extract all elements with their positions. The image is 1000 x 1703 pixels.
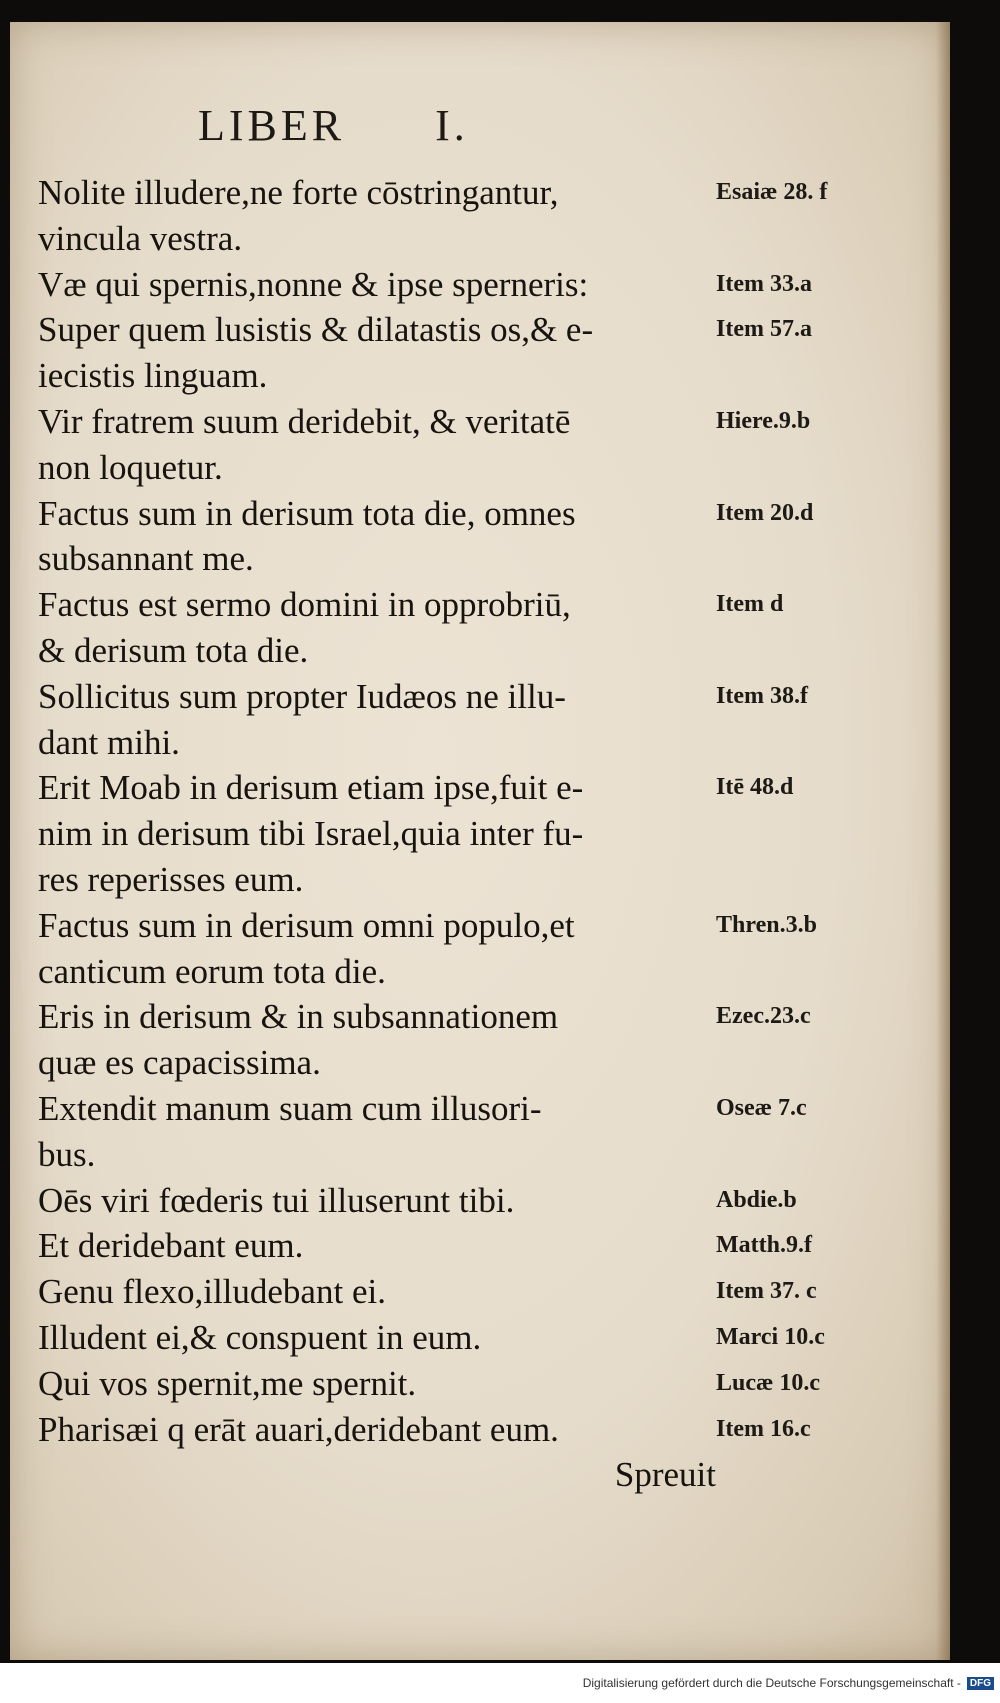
- marginal-reference: Hiere.9.b: [716, 408, 811, 434]
- page-edge-shadow: [936, 22, 950, 1660]
- text-line: Qui vos spernit,me spernit.: [38, 1363, 417, 1403]
- marginal-reference: Item 33.a: [716, 270, 812, 297]
- marginal-reference: Oseæ 7.c: [716, 1095, 807, 1121]
- text-line: subsannant me.: [38, 539, 254, 579]
- text-line: nim in derisum tibi Israel,quia inter fu-: [38, 814, 584, 854]
- text-line: Oēs viri fœderis tui illuserunt tibi.: [38, 1180, 515, 1220]
- text-line: Factus sum in derisum tota die, omnes: [38, 493, 576, 533]
- main-text: [38, 170, 718, 1498]
- text-line: iecistis linguam.: [38, 356, 268, 396]
- running-header-title: LIBER: [198, 101, 346, 150]
- marginal-reference: Item 37. c: [716, 1278, 817, 1305]
- text-line: Nolite illudere,ne forte cōstringantur,: [38, 173, 559, 212]
- footer-credit: Digitalisierung gefördert durch die Deutsche Forschungsgemeinschaft -: [582, 1676, 961, 1690]
- text-line: Genu flexo,illudebant ei.: [38, 1272, 386, 1312]
- text-line: Super quem lusistis & dilatastis os,& e-: [38, 310, 594, 350]
- marginal-reference: Esaiæ 28. f: [716, 179, 828, 205]
- text-line: Et deridebant eum.: [38, 1226, 304, 1266]
- marginal-reference: Abdie.b: [716, 1186, 797, 1213]
- text-line: quæ es capacissima.: [38, 1043, 321, 1083]
- text-line: Factus sum in derisum omni populo,et: [38, 905, 575, 945]
- text-line: res reperisses eum.: [38, 859, 304, 899]
- text-line: Vir fratrem suum deridebit, & veritatē: [38, 401, 571, 441]
- text-line: Illudent ei,& conspuent in eum.: [38, 1317, 482, 1357]
- footer-bar: [0, 1663, 1000, 1703]
- text-line: Factus est sermo domini in opprobriū,: [38, 585, 571, 625]
- text-line: non loquetur.: [38, 447, 223, 487]
- marginal-reference: Ezec.23.c: [716, 1003, 811, 1030]
- text-line: dant mihi.: [38, 722, 180, 762]
- book-page: [10, 22, 950, 1660]
- running-header-book-number: I.: [435, 101, 469, 150]
- text-line: Erit Moab in derisum etiam ipse,fuit e-: [38, 768, 584, 808]
- marginal-reference: Marci 10.c: [716, 1324, 825, 1350]
- catchword: Spreuit: [614, 1455, 716, 1495]
- marginal-reference: Lucæ 10.c: [716, 1369, 820, 1396]
- marginal-reference: Item 57.a: [716, 316, 812, 343]
- text-line: Extendit manum suam cum illusori-: [38, 1088, 542, 1128]
- marginal-reference: Itē 48.d: [716, 774, 794, 801]
- marginal-reference: Thren.3.b: [716, 911, 817, 938]
- marginal-reference: Item d: [716, 591, 784, 618]
- text-line: Pharisæi q erāt auari,deridebant eum.: [38, 1409, 559, 1449]
- marginal-reference: Item 16.c: [716, 1415, 811, 1442]
- text-line: & derisum tota die.: [38, 630, 309, 670]
- marginal-reference: Item 38.f: [716, 682, 808, 709]
- text-line: canticum eorum tota die.: [38, 951, 386, 991]
- text-line: vincula vestra.: [38, 218, 243, 258]
- text-line: Eris in derisum & in subsannationem: [38, 997, 559, 1037]
- text-line: bus.: [38, 1134, 96, 1174]
- running-header: [198, 100, 469, 151]
- marginal-reference: Item 20.d: [716, 499, 814, 526]
- marginal-reference: Matth.9.f: [716, 1232, 812, 1259]
- text-line: Væ qui spernis,nonne & ipse sperneris:: [38, 264, 589, 304]
- dfg-logo: DFG: [967, 1677, 994, 1690]
- text-line: Sollicitus sum propter Iudæos ne illu-: [38, 676, 566, 716]
